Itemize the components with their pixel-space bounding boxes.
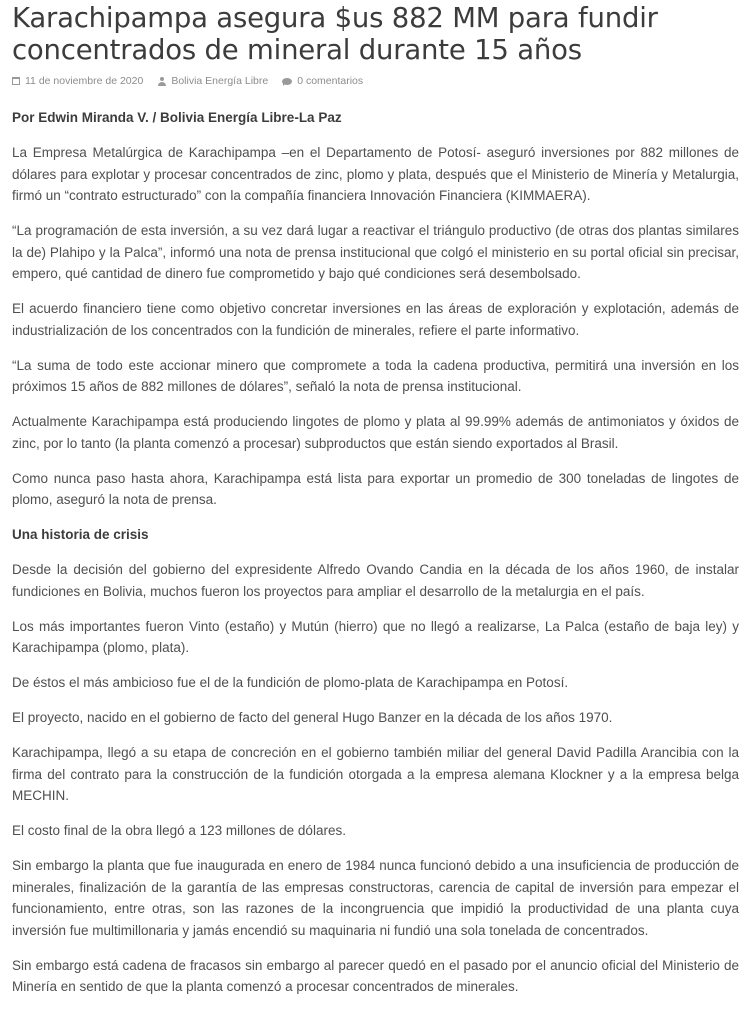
paragraph: Sin embargo la planta que fue inaugurada en enero de 1984 nunca funcionó debido a una insuficiencia de producción de minerales, finalización de la garantía de las empresas constructoras, carencia de capital de inversión para empezar el funcionamiento, entre otras, son las razones de la incongruencia que impidió la productividad de una planta cuya inversión fue multimillonaria y jamás encendió su maquinaria ni fundió una sola tonelada de concentrados.	[12, 858, 739, 938]
paragraph: Como nunca paso hasta ahora, Karachipampa está lista para exportar un promedio de 300 toneladas de lingotes de plomo, aseguró la nota de prensa.	[12, 470, 739, 507]
date-text: 11 de noviembre de 2020	[25, 75, 144, 87]
meta-author[interactable]	[157, 73, 268, 89]
paragraph: El acuerdo financiero tiene como objetivo concretar inversiones en las áreas de exploración y explotación, además de industrialización de los concentrados con la fundición de minerales, refiere el parte informativo.	[12, 301, 739, 338]
paragraph: Los más importantes fueron Vinto (estaño) y Mutún (hierro) que no llegó a realizarse, La Palca (estaño de baja ley) y Karachipampa (plomo, plata).	[12, 618, 739, 655]
user-icon	[157, 77, 166, 86]
paragraph: Karachipampa, llegó a su etapa de concreción en el gobierno también miliar del general David Padilla Arancibia con la firma del contrato para la construcción de la fundición otorgada a la empresa alemana Klockner y a la empresa belga MECHIN.	[12, 745, 739, 803]
paragraph: Desde la decisión del gobierno del expresidente Alfredo Ovando Candia en la década de los años 1960, de instalar fundiciones en Bolivia, muchos fueron los proyectos para ampliar el desarrollo de la metalurgia en el país.	[12, 562, 739, 599]
paragraph: El proyecto, nacido en el gobierno de facto del general Hugo Banzer en la década de los años 1970.	[12, 710, 613, 725]
author-link[interactable]: Bolivia Energía Libre	[171, 75, 269, 87]
paragraph: El costo final de la obra llegó a 123 millones de dólares.	[12, 823, 346, 838]
paragraph: “La programación de esta inversión, a su vez dará lugar a reactivar el triángulo productivo (de otras dos plantas similares la de) Plahipo y la Palca”, informó una nota de prensa institucional que colgó el ministerio en su portal oficial sin precisar, empero, qué cantidad de dinero fue comprometido y bajo qué condiciones será desembolsado.	[12, 223, 739, 281]
paragraph: Actualmente Karachipampa está produciendo lingotes de plomo y plata al 99.99% además de antimoniatos y óxidos de zinc, por lo tanto (la planta comenzó a procesar) subproductos que están siendo exportados al Brasil.	[12, 414, 739, 451]
article-body	[12, 107, 739, 998]
article-title: Karachipampa asegura $us 882 MM para fundir concentrados de mineral durante 15 años	[12, 2, 658, 66]
comments-link[interactable]: 0 comentarios	[297, 75, 364, 87]
comment-icon	[282, 78, 292, 85]
paragraph: “La suma de todo este accionar minero que compromete a toda la cadena productiva, permitirá una inversión en los próximos 15 años de 882 millones de dólares”, señaló la nota de prensa institucional.	[12, 357, 739, 394]
paragraph: La Empresa Metalúrgica de Karachipampa –en el Departamento de Potosí- aseguró inversiones por 882 millones de dólares para explotar y procesar concentrados de zinc, plomo y plata, después que el Ministerio de Minería y Metalurgia, firmó un “contrato estructurado” con la compañía financiera Innovación Financiera (KIMMAERA).	[12, 145, 739, 203]
meta-comments[interactable]	[282, 73, 363, 89]
article-meta	[12, 73, 739, 89]
meta-date	[12, 73, 143, 89]
byline: Por Edwin Miranda V. / Bolivia Energía Libre-La Paz	[12, 110, 342, 125]
section-heading: Una historia de crisis	[12, 527, 149, 542]
paragraph: Sin embargo está cadena de fracasos sin embargo al parecer quedó en el pasado por el anuncio oficial del Ministerio de Minería en sentido de que la planta comenzó a procesar concentrados de minerales.	[12, 957, 739, 994]
paragraph: De éstos el más ambicioso fue el de la fundición de plomo-plata de Karachipampa en Potosí.	[12, 675, 569, 690]
calendar-icon	[12, 77, 20, 85]
